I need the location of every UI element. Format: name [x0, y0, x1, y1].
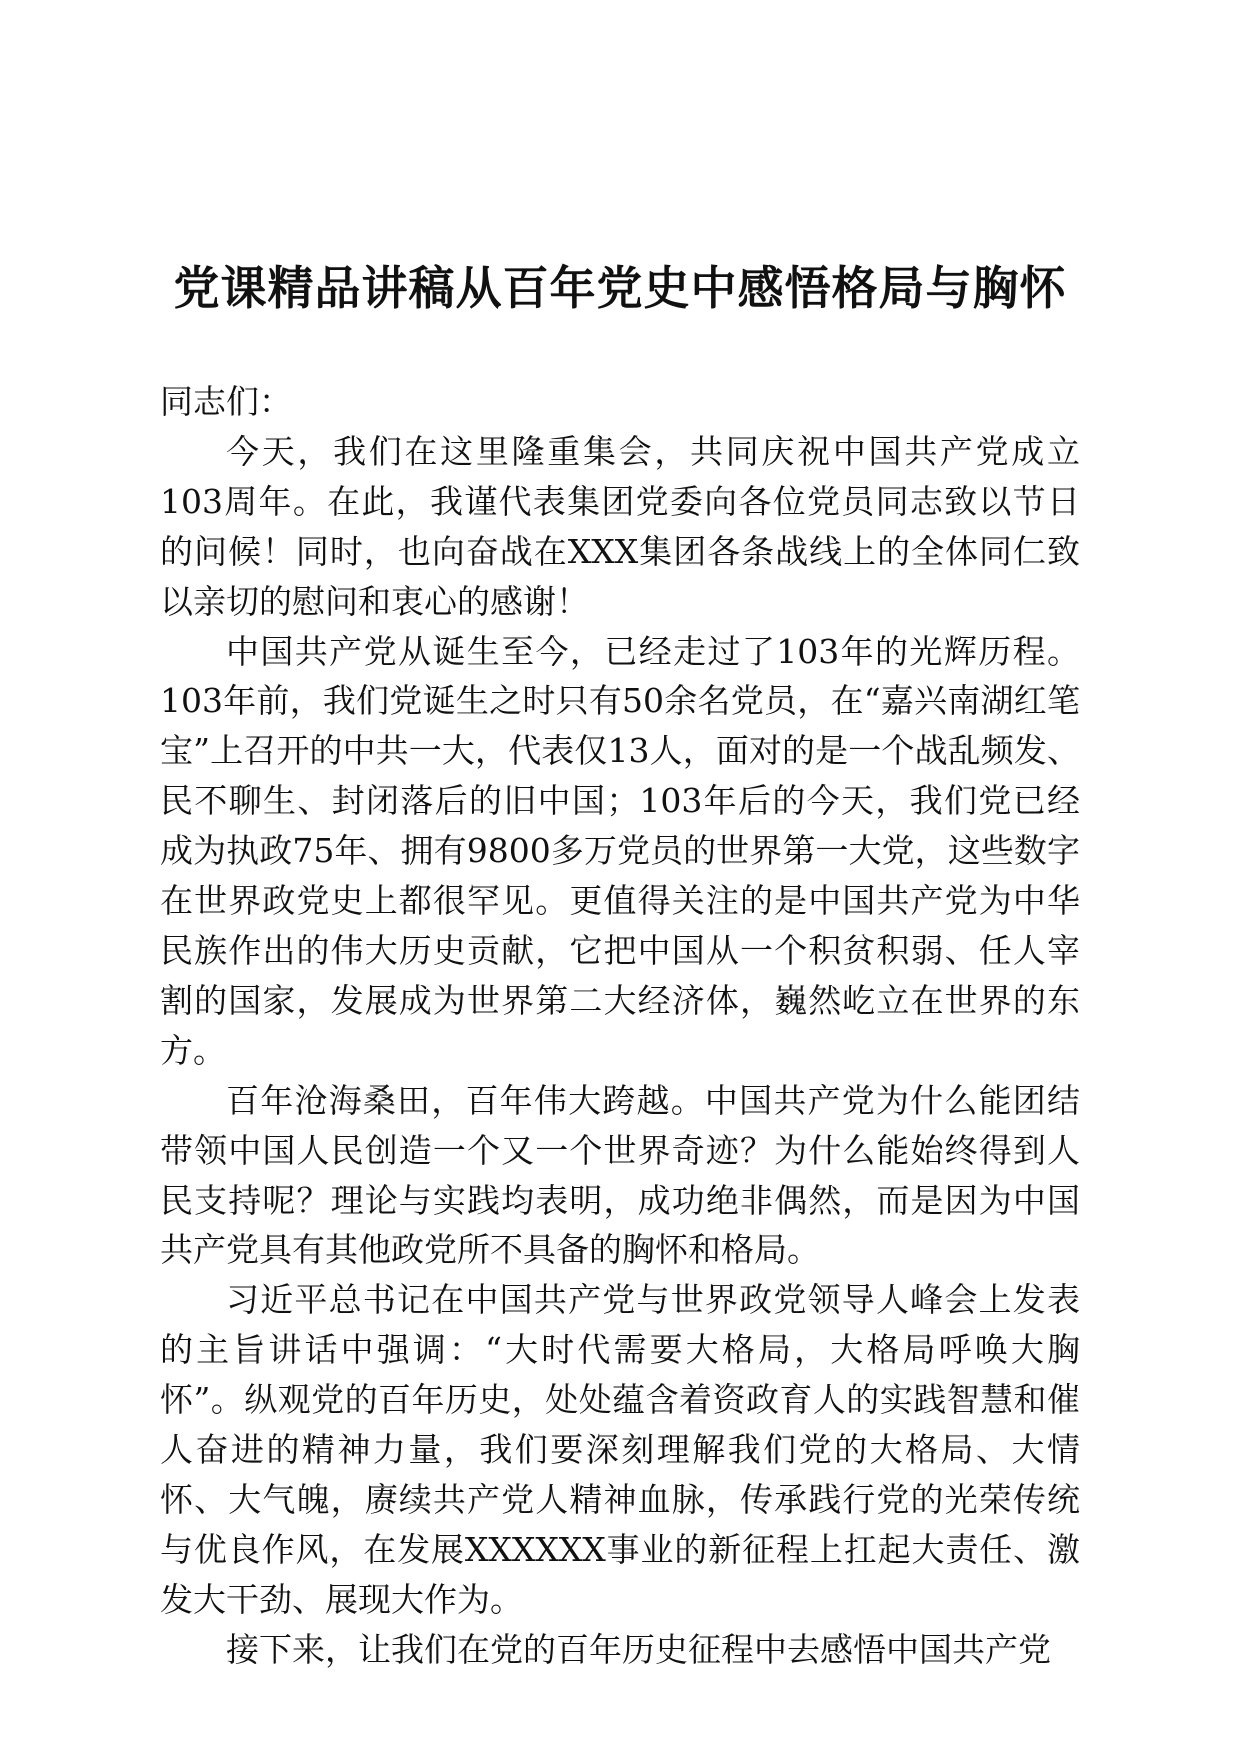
- paragraph-speech: 习近平总书记在中国共产党与世界政党领导人峰会上发表的主旨讲话中强调：“大时代需要大格局，大格局呼唤大胸怀”。纵观党的百年历史，处处蕴含着资政育人的实践智慧和催人奋进的精神力量，我们要深刻理解我们党的大格局、大情怀、大气魄，赓续共产党人精神血脉，传承践行党的光荣传统与优良作风，在发展XXXXXX事业的新征程上扛起大责任、激发大干劲、展现大作为。: [160, 1280, 1080, 1619]
- salutation: 同志们：: [160, 382, 292, 421]
- paragraph-next: 接下来，让我们在党的百年历史征程中去感悟中国共产党: [226, 1629, 1051, 1669]
- paragraph-question: 百年沧海桑田，百年伟大跨越。中国共产党为什么能团结带领中国人民创造一个又一个世界奇迹？为什么能始终得到人民支持呢？理论与实践均表明，成功绝非偶然，而是因为中国共产党具有其他政党所不具备的胸怀和格局。: [160, 1080, 1080, 1270]
- document-body: [160, 377, 1080, 1675]
- document-title: 党课精品讲稿从百年党史中感悟格局与胸怀: [173, 261, 1067, 315]
- paragraph-celebration: 今天，我们在这里隆重集会，共同庆祝中国共产党成立103周年。在此，我谨代表集团党委向各位党员同志致以节日的问候！同时，也向奋战在XXX集团各条战线上的全体同仁致以亲切的慰问和衷心的感谢！: [160, 431, 1080, 621]
- paragraph-history: 中国共产党从诞生至今，已经走过了103年的光辉历程。103年前，我们党诞生之时只有50余名党员，在“嘉兴南湖红笔宝”上召开的中共一大，代表仅13人，面对的是一个战乱频发、民不聊生、封闭落后的旧中国；103年后的今天，我们党已经成为执政75年、拥有9800多万党员的世界第一大党，这些数字在世界政党史上都很罕见。更值得关注的是中国共产党为中华民族作出的伟大历史贡献，它把中国从一个积贫积弱、任人宰割的国家，发展成为世界第二大经济体，巍然屹立在世界的东方。: [160, 631, 1080, 1070]
